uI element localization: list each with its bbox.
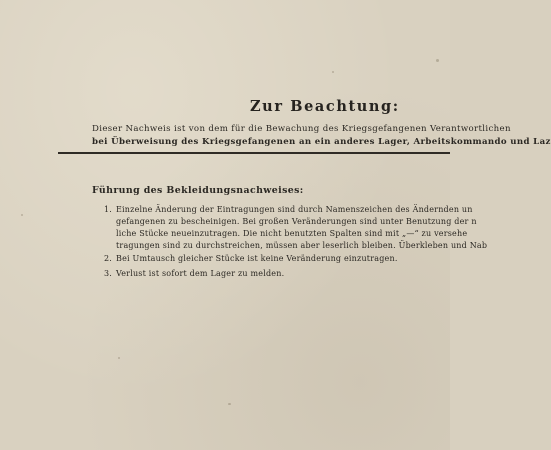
paper-speck [436, 59, 439, 62]
item-number: 1. [104, 205, 113, 214]
paper-speck [21, 214, 23, 216]
paper-speck [118, 357, 120, 359]
horizontal-rule [58, 152, 450, 154]
document-heading: Zur Beachtung: [250, 98, 400, 115]
item-text-line: tragungen sind zu durchstreichen, müssen aber leserlich bleiben. Überkleben und Nab [116, 241, 488, 250]
paper-speck [228, 403, 231, 405]
item-text-line: Bei Umtausch gleicher Stücke ist keine Veränderung einzutragen. [116, 254, 398, 263]
item-text-line: Einzelne Änderung der Eintragungen sind durch Namenszeichen des Ändernden un [116, 205, 473, 214]
item-number: 3. [104, 269, 113, 278]
item-text-line: gefangenen zu bescheinigen. Bei großen Veränderungen sind unter Benutzung der n [116, 217, 477, 226]
item-number: 2. [104, 254, 113, 263]
item-text-line: liche Stücke neueinzutragen. Die nicht benutzten Spalten sind mit „—“ zu versehe [116, 229, 468, 238]
intro-line: Dieser Nachweis ist von dem für die Bewachung des Kriegsgefangenen Verantwortlichen [92, 124, 511, 134]
paper-speck [332, 71, 334, 73]
section-subheading: Führung des Bekleidungsnachweises: [92, 185, 304, 196]
item-text-line: Verlust ist sofort dem Lager zu melden. [116, 269, 285, 278]
intro-line: bei Überweisung des Kriegsgefangenen an ein anderes Lager, Arbeitskommando und Laz [92, 137, 551, 147]
